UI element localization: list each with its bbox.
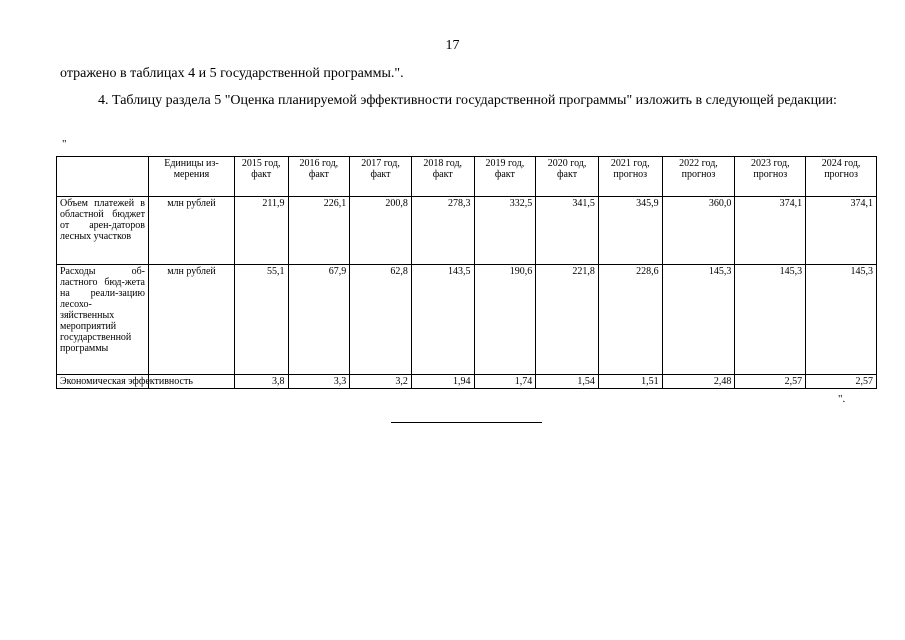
value-cell: 332,5 bbox=[474, 197, 536, 265]
value-cell: 226,1 bbox=[288, 197, 350, 265]
header-cell-year: 2017 год, факт bbox=[350, 157, 412, 197]
value-cell: 67,9 bbox=[288, 265, 350, 375]
table-row bbox=[57, 265, 877, 375]
intro-line: отражено в таблицах 4 и 5 государственной программы.". bbox=[60, 66, 404, 81]
header-cell-year: 2024 год, прогноз bbox=[806, 157, 877, 197]
header-cell-year: 2019 год, факт bbox=[474, 157, 536, 197]
value-cell: 1,54 bbox=[536, 375, 599, 389]
value-cell: 374,1 bbox=[806, 197, 877, 265]
value-cell: 200,8 bbox=[350, 197, 412, 265]
row-unit: млн рублей bbox=[149, 265, 235, 375]
row-label: Расходы об-ластного бюд-жета на реали-зацию лесохо-зяйственных мероприятий государственной программы bbox=[57, 265, 149, 375]
row-unit: млн рублей bbox=[149, 197, 235, 265]
value-cell: 3,3 bbox=[288, 375, 350, 389]
value-cell: 143,5 bbox=[411, 265, 474, 375]
value-cell: 55,1 bbox=[234, 265, 288, 375]
table-row bbox=[57, 375, 877, 389]
value-cell: 211,9 bbox=[234, 197, 288, 265]
closing-quote: ". bbox=[838, 393, 846, 405]
header-cell-year: 2021 год, прогноз bbox=[598, 157, 662, 197]
value-cell: 374,1 bbox=[735, 197, 806, 265]
header-cell-year: 2023 год, прогноз bbox=[735, 157, 806, 197]
value-cell: 341,5 bbox=[536, 197, 599, 265]
header-cell-year: 2022 год, прогноз bbox=[662, 157, 735, 197]
row-label: Объем платежей в областной бюджет от арен-даторов лесных участков bbox=[57, 197, 149, 265]
value-cell: 2,48 bbox=[662, 375, 735, 389]
header-cell-year: 2020 год, факт bbox=[536, 157, 599, 197]
separator-line bbox=[391, 422, 542, 423]
header-cell-year: 2018 год, факт bbox=[411, 157, 474, 197]
value-cell: 228,6 bbox=[598, 265, 662, 375]
row-label: Экономическая эффективность bbox=[57, 375, 149, 389]
value-cell: 3,2 bbox=[350, 375, 412, 389]
value-cell: 360,0 bbox=[662, 197, 735, 265]
header-cell-year: 2016 год, факт bbox=[288, 157, 350, 197]
value-cell: 1,51 bbox=[598, 375, 662, 389]
value-cell: 145,3 bbox=[735, 265, 806, 375]
value-cell: 2,57 bbox=[735, 375, 806, 389]
value-cell: 1,74 bbox=[474, 375, 536, 389]
page-number: 17 bbox=[445, 38, 460, 53]
table-row bbox=[57, 197, 877, 265]
header-cell-unit: Единицы из-мерения bbox=[149, 157, 235, 197]
efficiency-table bbox=[56, 156, 877, 389]
value-cell: 2,57 bbox=[806, 375, 877, 389]
header-row bbox=[57, 157, 877, 197]
value-cell: 1,94 bbox=[411, 375, 474, 389]
value-cell: 62,8 bbox=[350, 265, 412, 375]
value-cell: 221,8 bbox=[536, 265, 599, 375]
opening-quote: " bbox=[62, 138, 67, 150]
header-cell-empty bbox=[57, 157, 149, 197]
value-cell: 190,6 bbox=[474, 265, 536, 375]
value-cell: 3,8 bbox=[234, 375, 288, 389]
value-cell: 345,9 bbox=[598, 197, 662, 265]
header-cell-year: 2015 год, факт bbox=[234, 157, 288, 197]
value-cell: 145,3 bbox=[662, 265, 735, 375]
value-cell: 145,3 bbox=[806, 265, 877, 375]
value-cell: 278,3 bbox=[411, 197, 474, 265]
instruction-paragraph: 4. Таблицу раздела 5 "Оценка планируемой эффективности государственной программы" изложить в следующей редакции: bbox=[98, 93, 837, 108]
